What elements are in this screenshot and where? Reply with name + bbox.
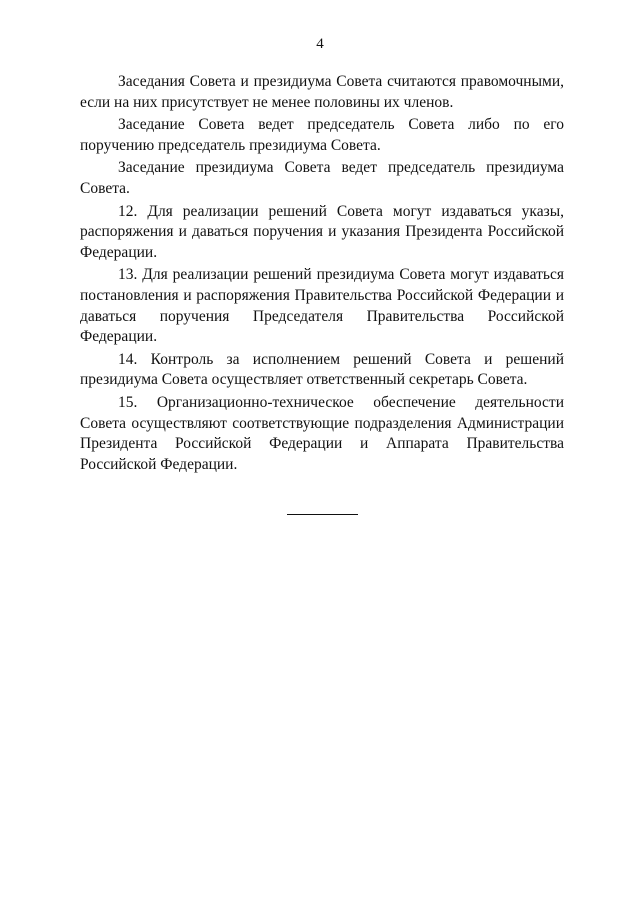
paragraph-council-chair: Заседание Совета ведет председатель Совета либо по его поручению председатель президиума Совета. — [80, 116, 564, 154]
paragraph-quorum: Заседания Совета и президиума Совета считаются правомочными, если на них присутствует не менее половины их членов. — [80, 73, 564, 111]
end-divider-line — [287, 514, 358, 515]
paragraph-presidium-chair: Заседание президиума Совета ведет председатель президиума Совета. — [80, 159, 564, 197]
page-number: 4 — [316, 36, 324, 52]
document-body — [80, 72, 564, 477]
paragraph-item-15: 15. Организационно-техническое обеспечение деятельности Совета осуществляют соответствующие подразделения Администрации Президента Российской Федерации и Аппарата Правительства Российской Федерации. — [80, 393, 564, 473]
paragraph-item-13: 13. Для реализации решений президиума Совета могут издаваться постановления и распоряжения Правительства Российской Федерации и даваться поручения Председателя Правительства Российской Федерации. — [80, 266, 564, 346]
paragraph-item-12: 12. Для реализации решений Совета могут издаваться указы, распоряжения и даваться поручения и указания Президента Российской Федерации. — [80, 202, 564, 261]
paragraph-item-14: 14. Контроль за исполнением решений Совета и решений президиума Совета осуществляет ответственный секретарь Совета. — [80, 350, 564, 389]
